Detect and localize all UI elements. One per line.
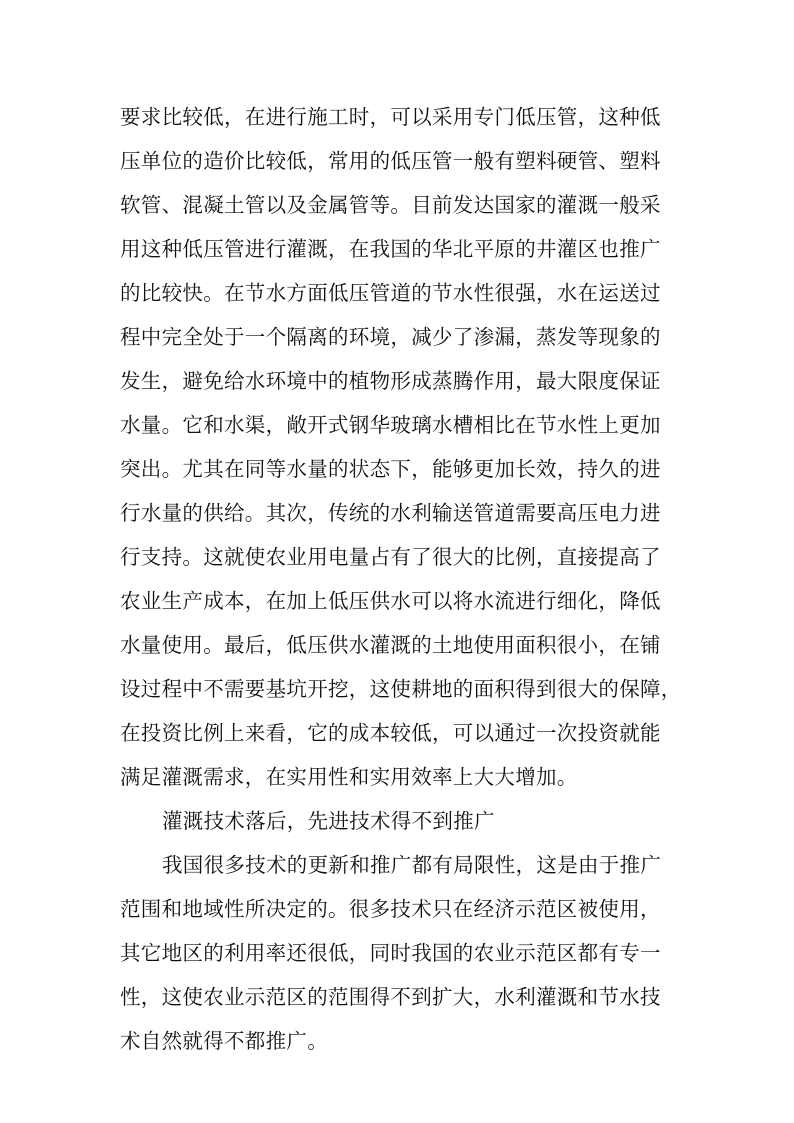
- paragraph-1-line-8: 水量。它和水渠，敞开式钢华玻璃水槽相比在节水性上更加: [120, 413, 661, 437]
- paragraph-1-line-13: 水量使用。最后，低压供水灌溉的土地使用面积很小，在铺: [120, 633, 661, 657]
- paragraph-1-line-10: 行水量的供给。其次，传统的水利输送管道需要高压电力进: [120, 501, 661, 525]
- paragraph-1-line-5: 的比较快。在节水方面低压管道的节水性很强，水在运送过: [120, 281, 661, 305]
- paragraph-1-line-3: 软管、混凝土管以及金属管等。目前发达国家的灌溉一般采: [120, 193, 661, 217]
- paragraph-2-line-1: 我国很多技术的更新和推广都有局限性，这是由于推广: [162, 853, 662, 877]
- paragraph-1-line-1: 要求比较低，在进行施工时，可以采用专门低压管，这种低: [120, 105, 661, 129]
- section-heading: 灌溉技术落后，先进技术得不到推广: [162, 809, 495, 833]
- paragraph-1-line-9: 突出。尤其在同等水量的状态下，能够更加长效，持久的进: [120, 457, 661, 481]
- paragraph-1-line-15: 在投资比例上来看，它的成本较低，可以通过一次投资就能: [120, 721, 661, 745]
- paragraph-2-line-2: 范围和地域性所决定的。很多技术只在经济示范区被使用，: [120, 897, 661, 921]
- paragraph-1-line-7: 发生，避免给水环境中的植物形成蒸腾作用，最大限度保证: [120, 369, 661, 393]
- paragraph-1-line-11: 行支持。这就使农业用电量占有了很大的比例，直接提高了: [120, 545, 661, 569]
- paragraph-1-line-2: 压单位的造价比较低，常用的低压管一般有塑料硬管、塑料: [120, 149, 661, 173]
- paragraph-2-line-4: 性，这使农业示范区的范围得不到扩大，水利灌溉和节水技: [120, 985, 661, 1009]
- paragraph-2-line-5: 术自然就得不都推广。: [120, 1029, 328, 1053]
- paragraph-1-line-4: 用这种低压管进行灌溉，在我国的华北平原的井灌区也推广: [120, 237, 661, 261]
- paragraph-1-line-14: 设过程中不需要基坑开挖，这使耕地的面积得到很大的保障，: [120, 677, 682, 701]
- paragraph-1-line-6: 程中完全处于一个隔离的环境，减少了渗漏，蒸发等现象的: [120, 325, 661, 349]
- paragraph-1-line-16: 满足灌溉需求，在实用性和实用效率上大大增加。: [120, 765, 578, 789]
- paragraph-1-line-12: 农业生产成本，在加上低压供水可以将水流进行细化，降低: [120, 589, 661, 613]
- paragraph-2-line-3: 其它地区的利用率还很低，同时我国的农业示范区都有专一: [120, 941, 661, 965]
